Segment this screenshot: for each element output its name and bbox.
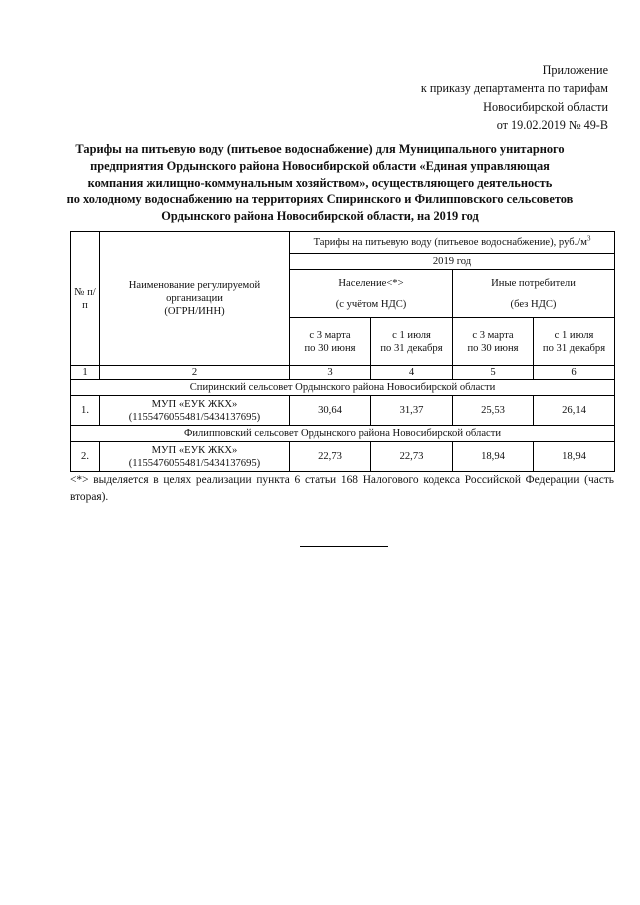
footnote: <*> выделяется в целях реализации пункта 6 статьи 168 Налогового кодекса Российской Федерации (часть вторая). (70, 474, 614, 503)
table-row (71, 396, 615, 426)
row-org-cell (100, 442, 290, 472)
column-number: 4 (371, 366, 453, 380)
header-period-cell (371, 318, 453, 366)
period-end: по 31 декабря (542, 342, 606, 354)
title-line: компания жилищно-коммунальным хозяйством», осуществляющего деятельность (87, 175, 553, 190)
column-number: 2 (100, 366, 290, 380)
row-org-cell (100, 396, 290, 426)
column-number: 3 (290, 366, 371, 380)
header-other-cell (453, 270, 615, 318)
row-org-ids: (1155476055481/5434137695) (128, 457, 261, 469)
period-end: по 30 июня (467, 342, 519, 354)
row-org-ids: (1155476055481/5434137695) (128, 411, 261, 423)
header-other-vat: (без НДС) (510, 298, 557, 310)
appendix-block (421, 61, 608, 134)
document-title (60, 141, 580, 225)
header-population-vat: (с учётом НДС) (335, 298, 407, 310)
column-numbers-row (71, 366, 615, 380)
title-line: предприятия Ордынского района Новосибирской области «Единая управляющая (90, 158, 550, 173)
header-tariff-title: Тарифы на питьевую воду (питьевое водоснабжение), руб./м (313, 237, 587, 248)
appendix-line: Новосибирской области (483, 99, 608, 114)
period-start: с 1 июля (392, 329, 431, 341)
row-org-name: МУП «ЕУК ЖКХ» (151, 398, 238, 410)
header-tariff-cell (290, 232, 615, 254)
header-period-cell (290, 318, 371, 366)
section-row (71, 380, 615, 396)
header-row (71, 232, 615, 254)
row-value: 22,73 (371, 442, 453, 472)
header-year-cell (290, 254, 615, 270)
section-name: Спиринский сельсовет Ордынского района Новосибирской области (71, 380, 615, 396)
title-line: Ордынского района Новосибирской области, на 2019 год (161, 209, 479, 224)
header-year: 2019 год (432, 256, 472, 267)
appendix-line: от 19.02.2019 № 49-В (496, 117, 608, 132)
header-org-line: Наименование регулируемой (128, 280, 261, 291)
header-org-line: (ОГРН/ИНН) (164, 306, 225, 317)
header-tariff-unit-sup: 3 (586, 234, 591, 243)
row-value: 26,14 (534, 396, 615, 426)
header-other: Иные потребители (491, 277, 576, 289)
section-row (71, 426, 615, 442)
period-start: с 3 марта (309, 329, 351, 341)
period-end: по 31 декабря (380, 342, 443, 354)
header-period-cell (534, 318, 615, 366)
header-num: № п/п (74, 286, 96, 311)
row-value: 18,94 (534, 442, 615, 472)
row-num: 1. (71, 396, 100, 426)
section-name: Филипповский сельсовет Ордынского района Новосибирской области (71, 426, 615, 442)
title-line: Тарифы на питьевую воду (питьевое водоснабжение) для Муниципального унитарного (75, 142, 565, 156)
row-value: 22,73 (290, 442, 371, 472)
header-num-cell (71, 232, 100, 366)
period-start: с 3 марта (472, 329, 514, 341)
row-num: 2. (71, 442, 100, 472)
row-value: 30,64 (290, 396, 371, 426)
header-org-cell (100, 232, 290, 366)
period-end: по 30 июня (304, 342, 356, 354)
table-row (71, 442, 615, 472)
header-population: Население<*> (338, 277, 404, 289)
header-org-line: организации (166, 293, 223, 304)
appendix-line: к приказу департамента по тарифам (420, 81, 608, 96)
header-population-cell (290, 270, 453, 318)
period-start: с 1 июля (554, 329, 594, 341)
row-value: 18,94 (453, 442, 534, 472)
row-value: 25,53 (453, 396, 534, 426)
row-org-name: МУП «ЕУК ЖКХ» (151, 444, 238, 456)
header-period-cell (453, 318, 534, 366)
row-value: 31,37 (371, 396, 453, 426)
appendix-line: Приложение (542, 63, 608, 77)
closing-rule (300, 546, 388, 547)
title-line: по холодному водоснабжению на территориях Спиринского и Филипповского сельсоветов (66, 192, 574, 207)
column-number: 6 (534, 366, 615, 380)
tariffs-table (70, 231, 615, 472)
column-number: 1 (71, 366, 100, 380)
column-number: 5 (453, 366, 534, 380)
